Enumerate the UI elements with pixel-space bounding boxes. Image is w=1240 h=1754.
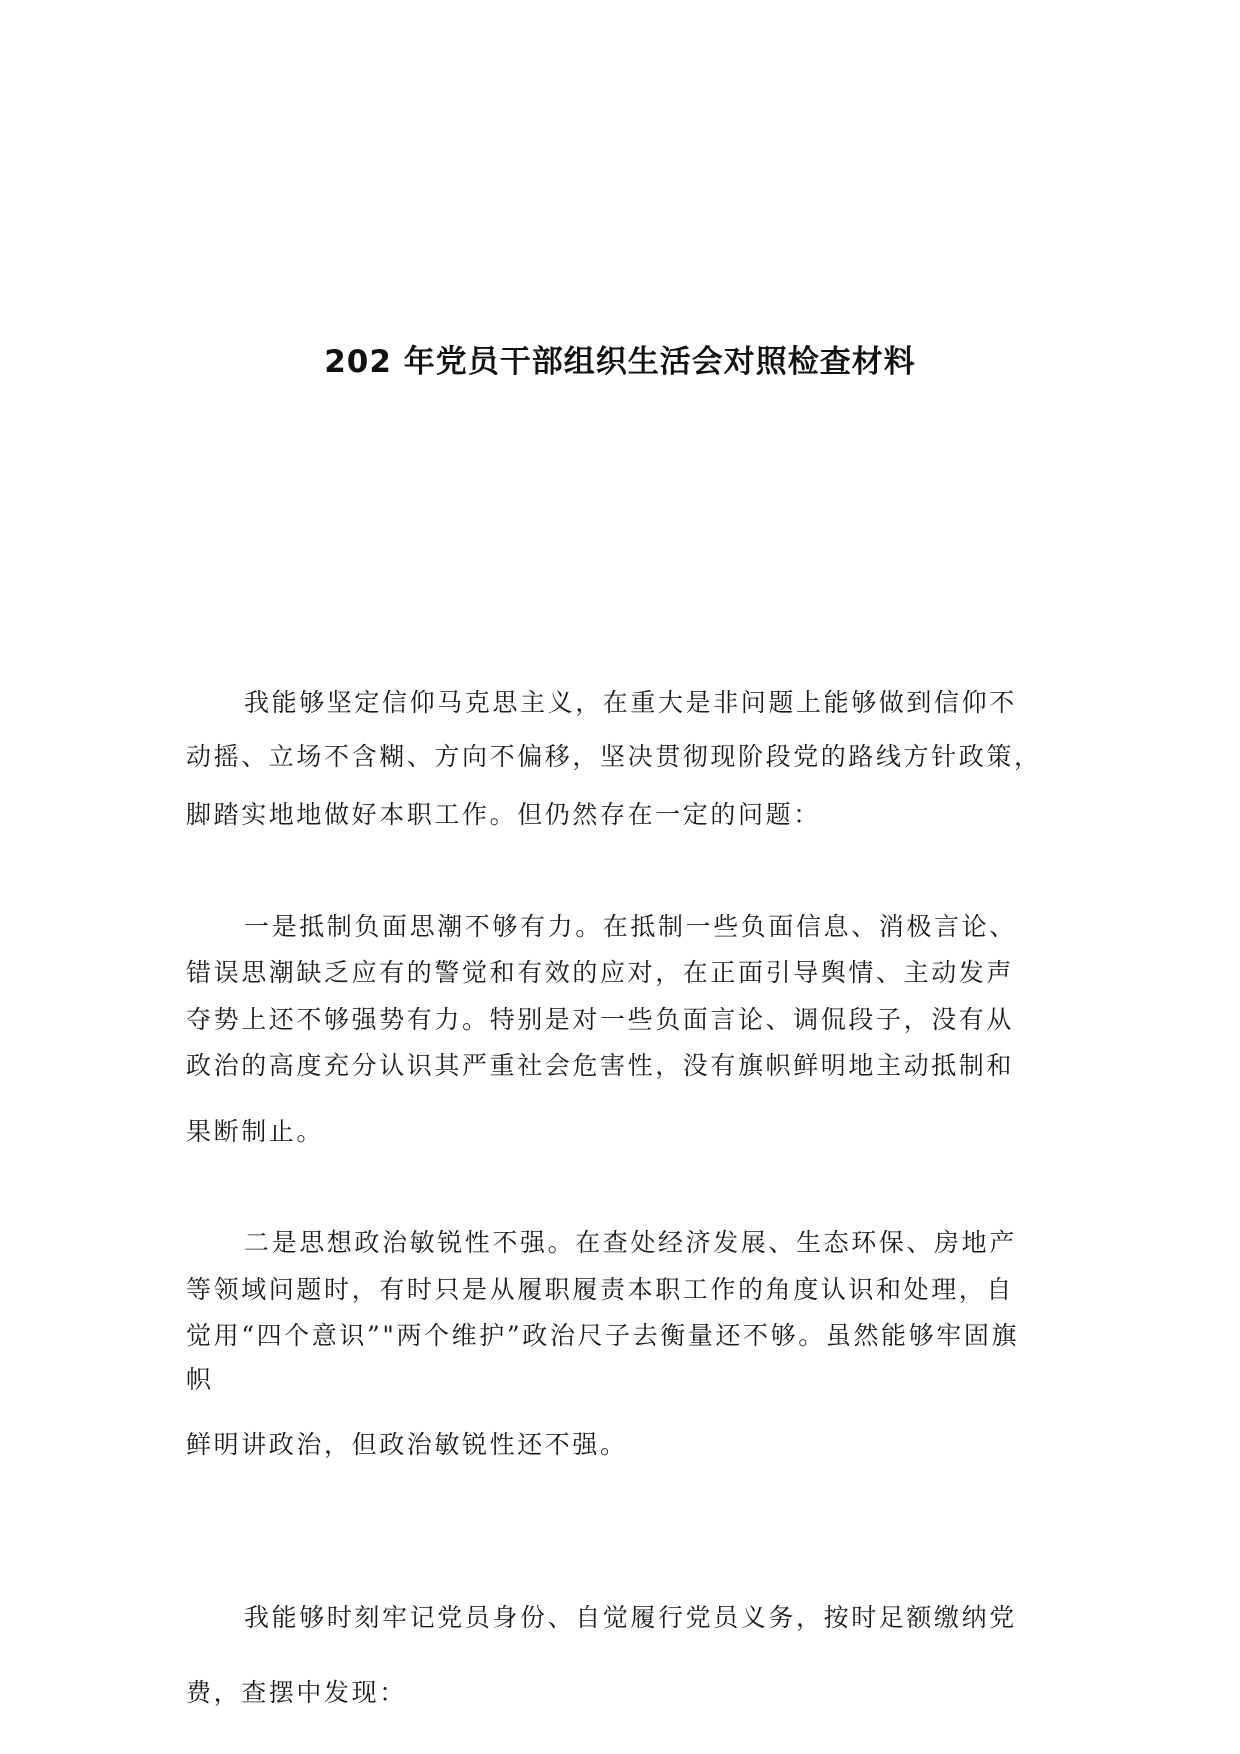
paragraph-2-line-3: 夺势上还不够强势有力。特别是对一些负面言论、调侃段子，没有从 — [186, 1005, 1015, 1034]
paragraph-4-line-1: 我能够时刻牢记党员身份、自觉履行党员义务，按时足额缴纳党 — [244, 1603, 1017, 1632]
paragraph-1-line-3: 脚踏实地地做好本职工作。但仍然存在一定的问题： — [186, 800, 821, 829]
paragraph-2-line-5: 果断制止。 — [186, 1117, 325, 1146]
paragraph-2-line-2: 错误思潮缺乏应有的警觉和有效的应对，在正面引导舆情、主动发声 — [186, 958, 1015, 987]
paragraph-4-line-2: 费，查摆中发现： — [186, 1678, 407, 1707]
paragraph-3-line-2: 等领域问题时，有时只是从履职履责本职工作的角度认识和处理，自 — [186, 1275, 1015, 1304]
paragraph-1-line-1: 我能够坚定信仰马克思主义，在重大是非问题上能够做到信仰不 — [244, 688, 1017, 717]
paragraph-3-line-5: 鲜明讲政治，但政治敏锐性还不强。 — [186, 1430, 628, 1459]
paragraph-1-line-2: 动摇、立场不含糊、方向不偏移，坚决贯彻现阶段党的路线方针政策， — [186, 742, 1042, 771]
paragraph-2-line-1: 一是抵制负面思潮不够有力。在抵制一些负面信息、消极言论、 — [244, 912, 1017, 941]
paragraph-2-line-4: 政治的高度充分认识其严重社会危害性，没有旗帜鲜明地主动抵制和 — [186, 1051, 1015, 1080]
document-title: 202 年党员干部组织生活会对照检查材料 — [324, 344, 916, 380]
paragraph-3-line-4: 帜 — [186, 1365, 214, 1394]
paragraph-3-line-3: 觉用“四个意识”"两个维护”政治尺子去衡量还不够。虽然能够牢固旗 — [186, 1321, 1020, 1350]
paragraph-3-line-1: 二是思想政治敏锐性不强。在查处经济发展、生态环保、房地产 — [244, 1228, 1017, 1257]
